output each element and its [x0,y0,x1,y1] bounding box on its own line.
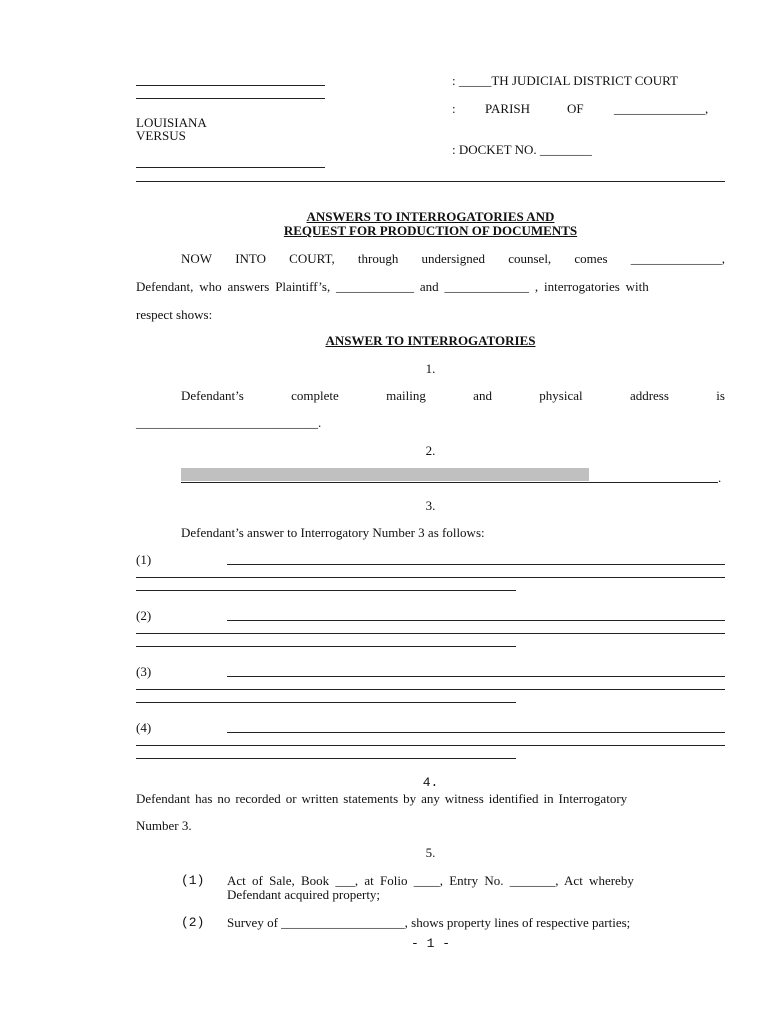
answer-4-line-2 [136,745,725,746]
answer-4-line-3 [136,758,516,759]
versus-label: VERSUS [136,128,186,143]
item-1-word: and [473,388,492,403]
intro-word: counsel, [508,251,552,266]
intro-line-2: Defendant, who answers Plaintiff’s, ____________ and _____________ , interrogatories with [136,279,649,294]
plaintiff-blank-line-1 [136,85,325,86]
plaintiff-blank-line-2 [136,98,325,99]
answer-label-2: (2) [136,608,152,623]
item-4-text-line-1: Defendant has no recorded or written statements by any witness identified in Interrogatory [136,791,628,806]
parish-label: PARISH [485,101,531,116]
intro-word: INTO [235,251,267,266]
document-title-line-2: REQUEST FOR PRODUCTION OF DOCUMENTS [283,223,578,238]
answer-label-3: (3) [136,664,152,679]
answer-2-line-1 [227,620,725,621]
answer-1-line-2 [136,577,725,578]
intro-line-3: respect shows: [136,307,213,322]
item-number-1: 1. [425,361,436,376]
answer-3-line-1 [227,676,725,677]
intro-line-1 [181,251,725,267]
document-1-line-2: Defendant acquired property; [227,887,381,902]
parish-colon: : [452,101,456,116]
parish-blank: ______________, [614,101,709,116]
document-list-number-1: (1) [181,873,205,888]
caption-divider [136,181,725,182]
item-number-4: 4. [422,775,439,790]
defendant-blank-line [136,167,325,168]
item-1-text [181,388,725,404]
answer-label-1: (1) [136,552,152,567]
item-1-word: is [716,388,725,403]
item-1-word: mailing [386,388,426,403]
answer-1-line-1 [227,564,725,565]
item-number-2: 2. [425,443,436,458]
answer-label-4: (4) [136,720,152,735]
item-1-word: Defendant’s [181,388,244,403]
state-name: LOUISIANA [136,115,207,130]
document-2-line-1: Survey of ___________________, shows property lines of respective parties; [227,915,631,930]
answer-2-line-3 [136,646,516,647]
intro-word: through [357,251,399,266]
answer-1-line-3 [136,590,516,591]
page-number: - 1 - [410,936,450,951]
parish-of: OF [567,101,584,116]
redacted-block [181,468,589,481]
intro-word: comes [574,251,608,266]
intro-word: ______________, [630,251,725,266]
intro-word: COURT, [289,251,335,266]
answer-3-line-2 [136,689,725,690]
item-number-5: 5. [425,845,436,860]
item-3-text: Defendant’s answer to Interrogatory Number 3 as follows: [181,525,485,540]
court-name: : _____TH JUDICIAL DISTRICT COURT [452,73,678,88]
answer-3-line-3 [136,702,516,703]
item-1-word: physical [539,388,583,403]
intro-word: NOW [181,251,213,266]
docket-number: : DOCKET NO. ________ [452,142,592,157]
item-2-period: . [718,470,722,485]
document-list-number-2: (2) [181,915,205,930]
answer-4-line-1 [227,732,725,733]
document-1-line-1: Act of Sale, Book ___, at Folio ____, Entry No. _______, Act whereby [227,873,634,888]
section-heading: ANSWER TO INTERROGATORIES [325,333,536,348]
intro-word: undersigned [421,251,486,266]
item-1-word: complete [291,388,339,403]
item-number-3: 3. [425,498,436,513]
item-2-answer-line [181,482,718,483]
item-4-text-line-2: Number 3. [136,818,192,833]
answer-2-line-2 [136,633,725,634]
item-1-word: address [629,388,669,403]
item-1-address-blank: ____________________________. [136,415,322,430]
document-title-line-1: ANSWERS TO INTERROGATORIES AND [306,209,555,224]
